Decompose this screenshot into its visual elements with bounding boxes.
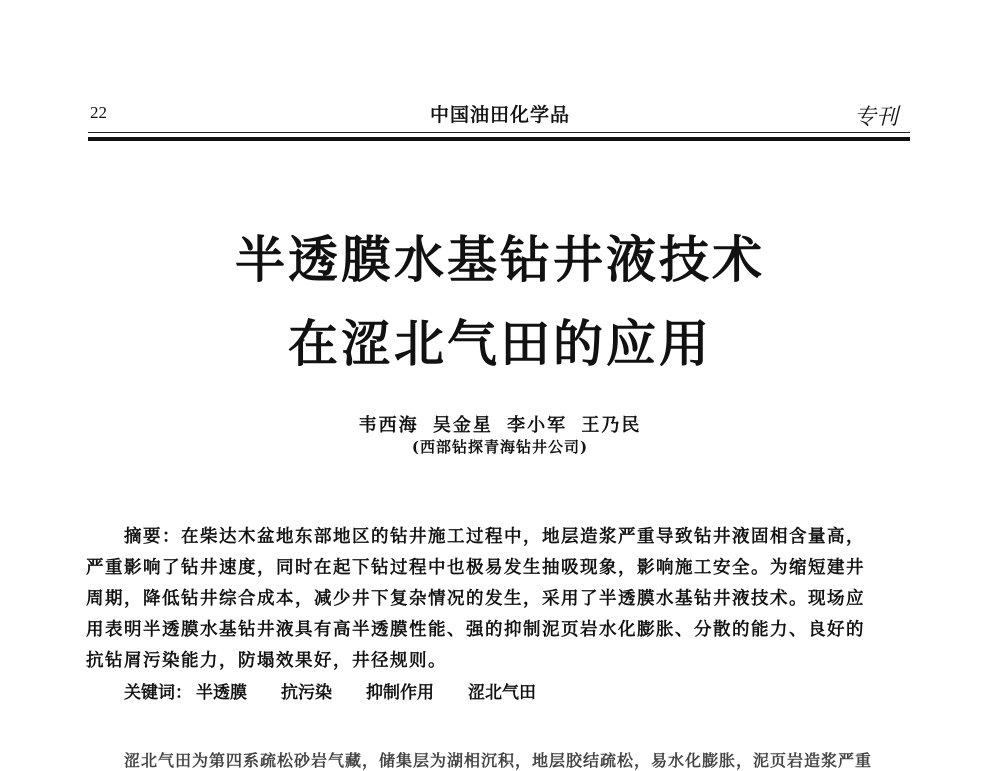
issue-label: 专刊: [853, 105, 898, 130]
abstract: [86, 522, 912, 677]
author-list: 韦西海 吴金星 李小军 王乃民: [358, 415, 642, 436]
abstract-line: 摘要：在柴达木盆地东部地区的钻井施工过程中，地层造浆严重导致钻井液固相含量高，: [124, 527, 865, 547]
keyword: 抑制作用: [366, 683, 434, 703]
abstract-line: 严重影响了钻井速度，同时在起下钻过程中也极易发生抽吸现象，影响施工安全。为缩短建井: [86, 558, 865, 578]
article-title-line-2: 在涩北气田的应用: [288, 315, 712, 373]
abstract-line: 抗钻屑污染能力，防塌效果好，井径规则。: [86, 651, 447, 671]
keyword: 抗污染: [281, 683, 332, 703]
page-number: 22: [90, 103, 107, 122]
keyword: 涩北气田: [468, 683, 536, 703]
keywords-label: 关键词：: [124, 683, 192, 703]
header-rule-thick: [88, 137, 910, 141]
abstract-line: 周期，降低钻井综合成本，减少井下复杂情况的发生，采用了半透膜水基钻井液技术。现场应: [86, 589, 865, 609]
header-rule-thin: [88, 132, 910, 133]
affiliation: (西部钻探青海钻井公司): [411, 438, 589, 456]
keywords: [124, 678, 570, 703]
keyword: 半透膜: [196, 683, 247, 703]
body-text-partial-line: 涩北气田为第四系疏松砂岩气藏，储集层为湖相沉积，地层胶结疏松，易水化膨胀，泥页岩造浆严重: [124, 751, 873, 770]
abstract-line: 用表明半透膜水基钻井液具有高半透膜性能、强的抑制泥页岩水化膨胀、分散的能力、良好的: [86, 620, 865, 640]
journal-name: 中国油田化学品: [429, 104, 570, 126]
article-title-line-1: 半透膜水基钻井液技术: [235, 231, 765, 289]
